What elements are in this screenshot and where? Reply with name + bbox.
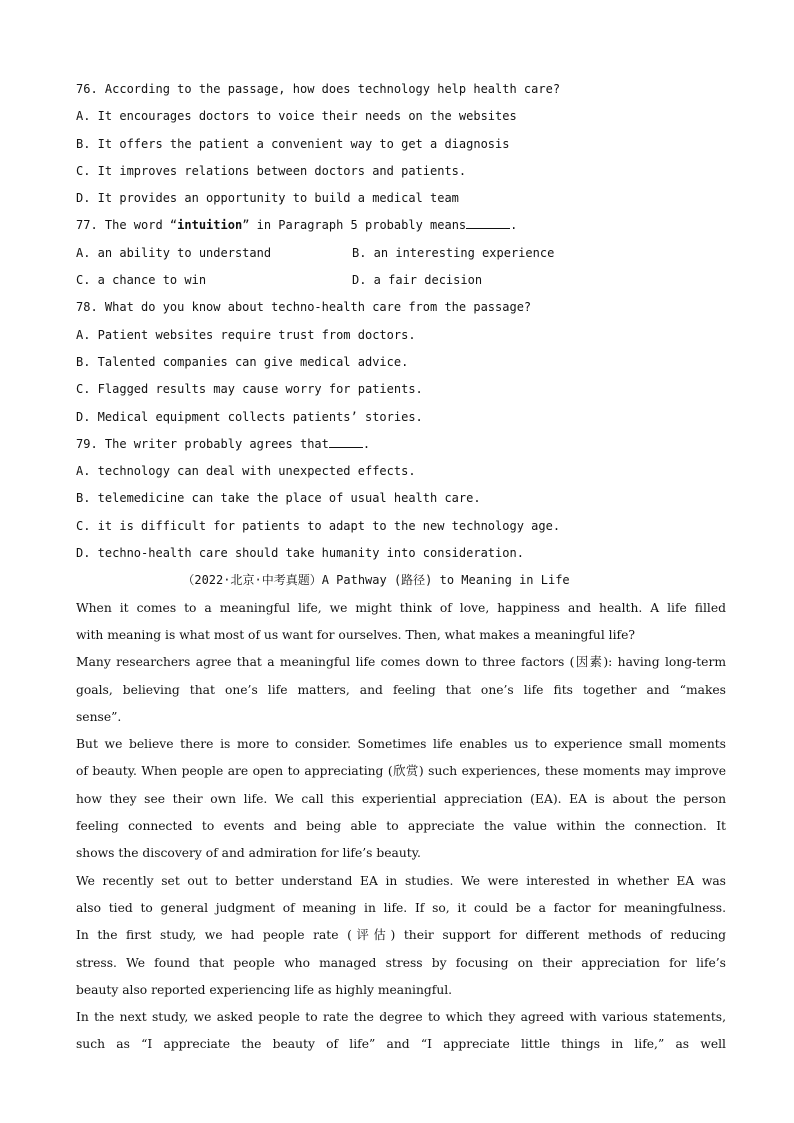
passage-title: （2022·北京·中考真题）A Pathway (路径) to Meaning in Life [182, 573, 570, 588]
question-78-stem: 78. What do you know about techno-health care from the passage? [76, 300, 532, 315]
paragraph-line: stress. We found that people who managed stress by focusing on their appreciation for life’s [76, 955, 726, 970]
paragraph-line: In the first study, we had people rate (评估) their support for different methods of reducing [76, 928, 726, 943]
question-76-option-d: D. It provides an opportunity to build a medical team [76, 191, 459, 206]
document-page [76, 76, 726, 1059]
question-78-option-d: D. Medical equipment collects patients’ stories. [76, 409, 423, 424]
question-76-stem: 76. According to the passage, how does technology help health care? [76, 82, 561, 96]
question-76-option-a: A. It encourages doctors to voice their needs on the websites [76, 109, 517, 124]
passage-paragraph-2 [76, 649, 726, 731]
passage-paragraph-1 [76, 595, 726, 650]
question-77-stem-pre: 77. The word “ [76, 218, 178, 233]
question-77-stem [76, 212, 726, 239]
question-79-stem-pre: 79. The writer probably agrees that [76, 436, 329, 451]
question-79-option-a: A. technology can deal with unexpected effects. [76, 464, 416, 479]
passage-paragraph-4 [76, 868, 726, 1004]
question-77-option-c: C. a chance to win [76, 273, 207, 288]
answer-blank [329, 437, 363, 448]
paragraph-line: shows the discovery of and admiration for life’s beauty. [76, 846, 421, 861]
answer-blank [466, 218, 510, 229]
question-76-option-b: B. It offers the patient a convenient way to get a diagnosis [76, 136, 510, 151]
passage-paragraph-5 [76, 1004, 726, 1059]
paragraph-line: also tied to general judgment of meaning in life. If so, it could be a factor for meaningfulness. [76, 900, 726, 915]
paragraph-line: of beauty. When people are open to appreciating (欣赏) such experiences, these moments may improve [76, 764, 726, 779]
paragraph-line: goals, believing that one’s life matters, and feeling that one’s life fits together and “makes [76, 682, 726, 697]
question-76-option-c: C. It improves relations between doctors and patients. [76, 163, 467, 178]
question-79-option-d: D. techno-health care should take humanity into consideration. [76, 546, 524, 561]
question-77-keyword: intuition [177, 218, 243, 233]
paragraph-line: beauty also reported experiencing life as highly meaningful. [76, 982, 453, 997]
question-79-option-c: C. it is difficult for patients to adapt to the new technology age. [76, 518, 561, 533]
paragraph-line: how they see their own life. We call this experiential appreciation (EA). EA is about the person [76, 791, 726, 806]
question-77-option-b: B. an interesting experience [352, 245, 555, 260]
paragraph-line: sense”. [76, 709, 122, 724]
paragraph-line: feeling connected to events and being able to appreciate the value within the connection. It [76, 819, 726, 834]
question-77-options-row-1 [76, 240, 726, 267]
question-77-option-d: D. a fair decision [352, 273, 483, 288]
paragraph-line: such as “I appreciate the beauty of life” and “I appreciate little things in life,” as well [76, 1037, 726, 1052]
paragraph-line: with meaning is what most of us want for ourselves. Then, what makes a meaningful life? [76, 627, 635, 642]
paragraph-line: When it comes to a meaningful life, we might think of love, happiness and health. A life filled [76, 600, 726, 615]
question-77-option-a: A. an ability to understand [76, 245, 272, 260]
question-77-stem-end: . [510, 218, 518, 233]
passage-paragraph-3 [76, 731, 726, 867]
question-79-option-b: B. telemedicine can take the place of usual health care. [76, 491, 481, 506]
paragraph-line: In the next study, we asked people to rate the degree to which they agreed with various statements, [76, 1010, 726, 1025]
question-79-stem-end: . [362, 436, 371, 451]
question-77-options-row-2 [76, 267, 726, 294]
question-77-stem-post: ” in Paragraph 5 probably means [242, 218, 467, 233]
paragraph-line: But we believe there is more to consider. Sometimes life enables us to experience small moments [76, 737, 726, 752]
paragraph-line: We recently set out to better understand EA in studies. We were interested in whether EA was [76, 873, 726, 888]
question-78-option-c: C. Flagged results may cause worry for patients. [76, 382, 423, 397]
question-78-option-b: B. Talented companies can give medical advice. [76, 354, 409, 369]
question-78-option-a: A. Patient websites require trust from doctors. [76, 327, 416, 342]
paragraph-line: Many researchers agree that a meaningful life comes down to three factors (因素): having long-term [76, 655, 726, 670]
question-79-stem [76, 431, 726, 458]
